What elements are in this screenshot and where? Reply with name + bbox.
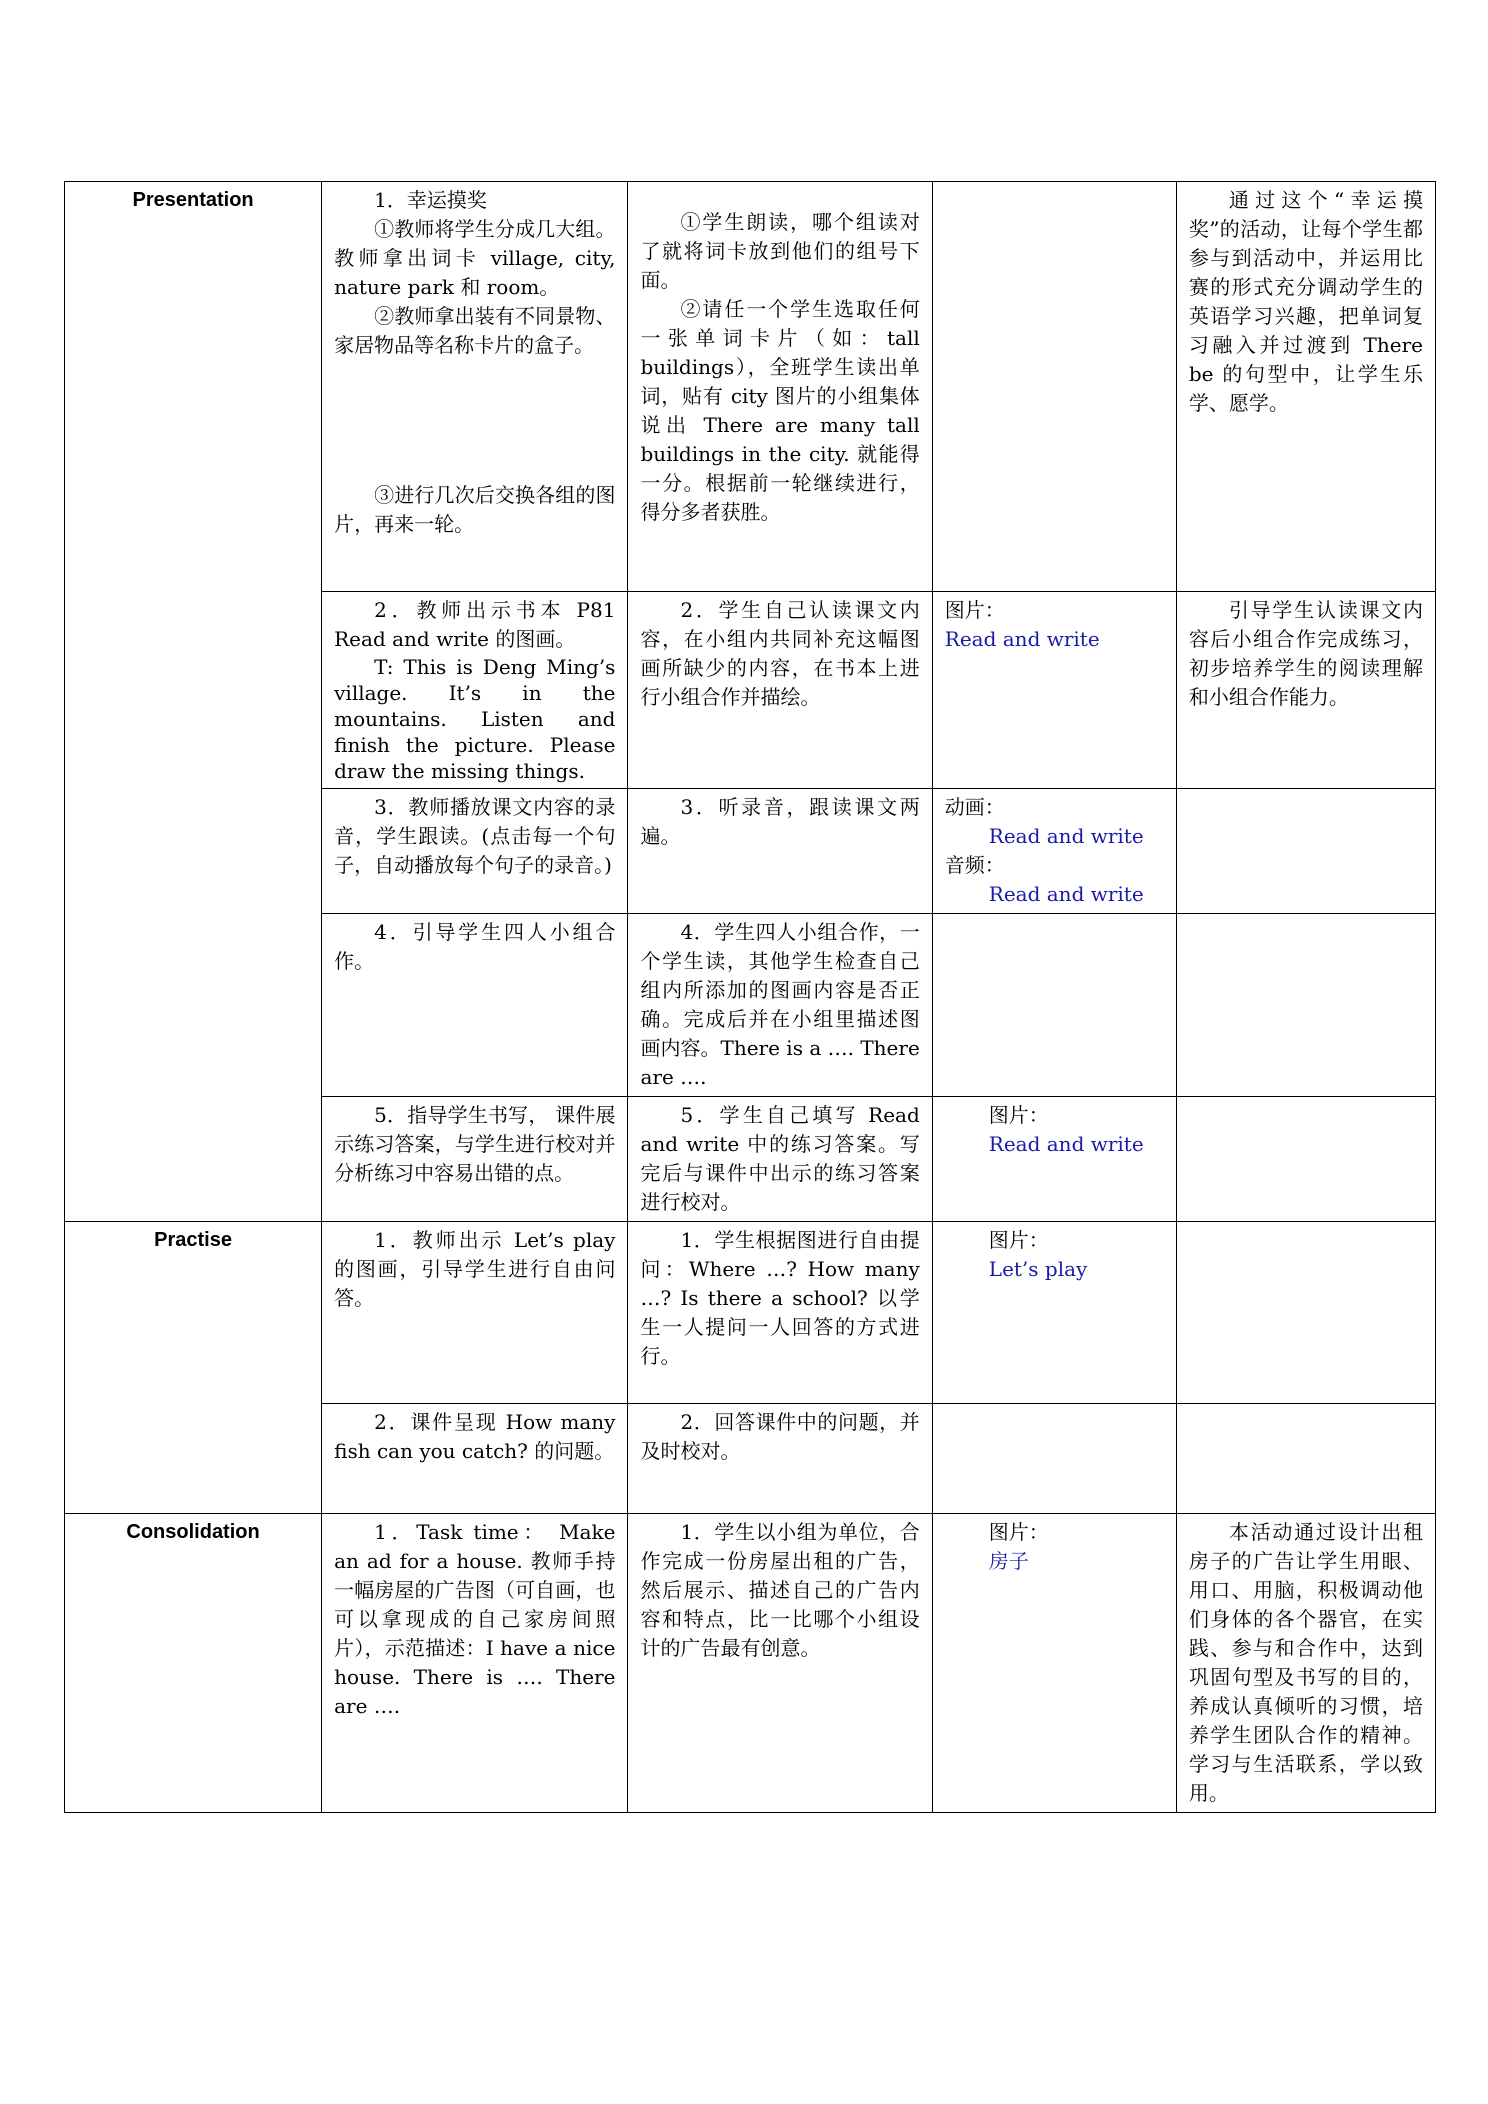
table-row [65, 1222, 1436, 1404]
student-activity-cell [628, 1097, 932, 1222]
stage-cell: Practise [65, 1222, 322, 1514]
purpose-cell [1176, 1222, 1435, 1404]
media-link[interactable]: Let’s play [988, 1257, 1088, 1281]
purpose-cell [1176, 789, 1435, 914]
media-label: 音频： [944, 853, 1005, 877]
teacher-step: 1．Task time： Make an ad for a house. 教师手持一幅房屋的广告图（可自画，也可以拿现成的自己家房间照片），示范描述：I have a nice house. There is …. There are …. [334, 1520, 616, 1718]
media-cell [932, 1222, 1176, 1404]
teacher-activity-cell [322, 1222, 628, 1404]
teacher-activity-cell [322, 592, 628, 789]
lesson-plan-table [64, 181, 1436, 1813]
media-link[interactable]: Read and write [988, 824, 1144, 848]
media-label: 图片： [988, 1103, 1049, 1127]
media-cell [932, 914, 1176, 1097]
teacher-activity-cell [322, 1097, 628, 1222]
media-link[interactable]: Read and write [988, 1132, 1144, 1156]
student-activity-cell [628, 1222, 932, 1404]
student-step: ②请任一个学生选取任何一张单词卡片（如：tall buildings），全班学生读出单词，贴有 city 图片的小组集体说出 There are many tall buildings in the city. 就能得一分。根据前一轮继续进行，得分多者获胜。 [640, 297, 920, 524]
teacher-step: ③进行几次后交换各组的图片，再来一轮。 [334, 483, 616, 536]
table-row [65, 1514, 1436, 1813]
media-cell [932, 789, 1176, 914]
table-row [65, 182, 1436, 592]
student-step: 2．学生自己认读课文内容，在小组内共同补充这幅图画所缺少的内容，在书本上进行小组合作并描绘。 [640, 598, 920, 709]
student-step: ①学生朗读，哪个组读对了就将词卡放到他们的组号下面。 [640, 210, 920, 292]
purpose-cell [1176, 1404, 1435, 1514]
teacher-activity-cell [322, 182, 628, 592]
student-activity-cell [628, 914, 932, 1097]
purpose-text: 引导学生认读课文内容后小组合作完成练习，初步培养学生的阅读理解和小组合作能力。 [1188, 598, 1423, 709]
spacer [334, 360, 615, 481]
purpose-cell [1176, 592, 1435, 789]
student-step: 1．学生根据图进行自由提问：Where …? How many …? Is there a school? 以学生一人提问一人回答的方式进行。 [640, 1228, 920, 1368]
stage-cell: Consolidation [65, 1514, 322, 1813]
media-cell [932, 592, 1176, 789]
media-link[interactable]: Read and write [988, 882, 1144, 906]
media-cell [932, 182, 1176, 592]
student-step: 4．学生四人小组合作，一个学生读，其他学生检查自己组内所添加的图画内容是否正确。完成后并在小组里描述图画内容。There is a …. There are …. [640, 920, 920, 1089]
student-activity-cell [628, 789, 932, 914]
student-activity-cell [628, 1404, 932, 1514]
student-activity-cell [628, 182, 932, 592]
teacher-step: 1．教师出示 Let’s play 的图画，引导学生进行自由问答。 [334, 1228, 616, 1310]
teacher-step: 2．课件呈现 How many fish can you catch? 的问题。 [334, 1410, 616, 1463]
purpose-text: 本活动通过设计出租房子的广告让学生用眼、用口、用脑，积极调动他们身体的各个器官，在实践、参与和合作中，达到巩固句型及书写的目的，养成认真倾听的习惯，培养学生团队合作的精神。学习与生活联系，学以致用。 [1188, 1520, 1423, 1805]
purpose-cell [1176, 1514, 1435, 1813]
purpose-cell [1176, 182, 1435, 592]
media-label: 图片： [944, 598, 1005, 622]
teacher-step: ②教师拿出装有不同景物、家居物品等名称卡片的盒子。 [334, 304, 616, 357]
media-label: 图片： [988, 1228, 1049, 1252]
student-activity-cell [628, 1514, 932, 1813]
media-cell [932, 1097, 1176, 1222]
media-label: 图片： [988, 1520, 1049, 1544]
media-cell [932, 1514, 1176, 1813]
teacher-activity-cell [322, 914, 628, 1097]
media-cell [932, 1404, 1176, 1514]
student-step: 1．学生以小组为单位，合作完成一份房屋出租的广告，然后展示、描述自己的广告内容和特点，比一比哪个小组设计的广告最有创意。 [640, 1520, 920, 1660]
teacher-activity-cell [322, 1404, 628, 1514]
purpose-text: 通过这个“幸运摸奖”的活动，让每个学生都参与到活动中，并运用比赛的形式充分调动学生的英语学习兴趣，把单词复习融入并过渡到 There be 的句型中，让学生乐学、愿学。 [1188, 188, 1423, 415]
media-label: 动画： [944, 795, 1005, 819]
teacher-step: 2．教师出示书本 P81 Read and write 的图画。 [334, 598, 616, 651]
teacher-step: 1．幸运摸奖 [374, 188, 487, 212]
teacher-activity-cell [322, 1514, 628, 1813]
teacher-step: 3．教师播放课文内容的录音，学生跟读。(点击每一个句子，自动播放每个句子的录音。) [334, 795, 616, 877]
media-link[interactable]: 房子 [988, 1549, 1029, 1573]
student-step: 5．学生自己填写 Read and write 中的练习答案。写完后与课件中出示的练习答案进行校对。 [640, 1103, 920, 1214]
teacher-step: 4．引导学生四人小组合作。 [334, 920, 616, 973]
teacher-activity-cell [322, 789, 628, 914]
student-activity-cell [628, 592, 932, 789]
stage-cell: Presentation [65, 182, 322, 1222]
purpose-cell [1176, 1097, 1435, 1222]
student-step: 2．回答课件中的问题，并及时校对。 [640, 1410, 920, 1463]
student-step: 3．听录音，跟读课文两遍。 [640, 795, 920, 848]
teacher-step: T: This is Deng Ming’s village. It’s in the mountains. Listen and finish the picture. Please draw the missing things. [334, 655, 616, 783]
media-link[interactable]: Read and write [944, 627, 1100, 651]
purpose-cell [1176, 914, 1435, 1097]
teacher-step: 5．指导学生书写， 课件展示练习答案，与学生进行校对并分析练习中容易出错的点。 [334, 1103, 616, 1185]
teacher-step: ①教师将学生分成几大组。教师拿出词卡 village, city, nature park 和 room。 [334, 217, 616, 299]
